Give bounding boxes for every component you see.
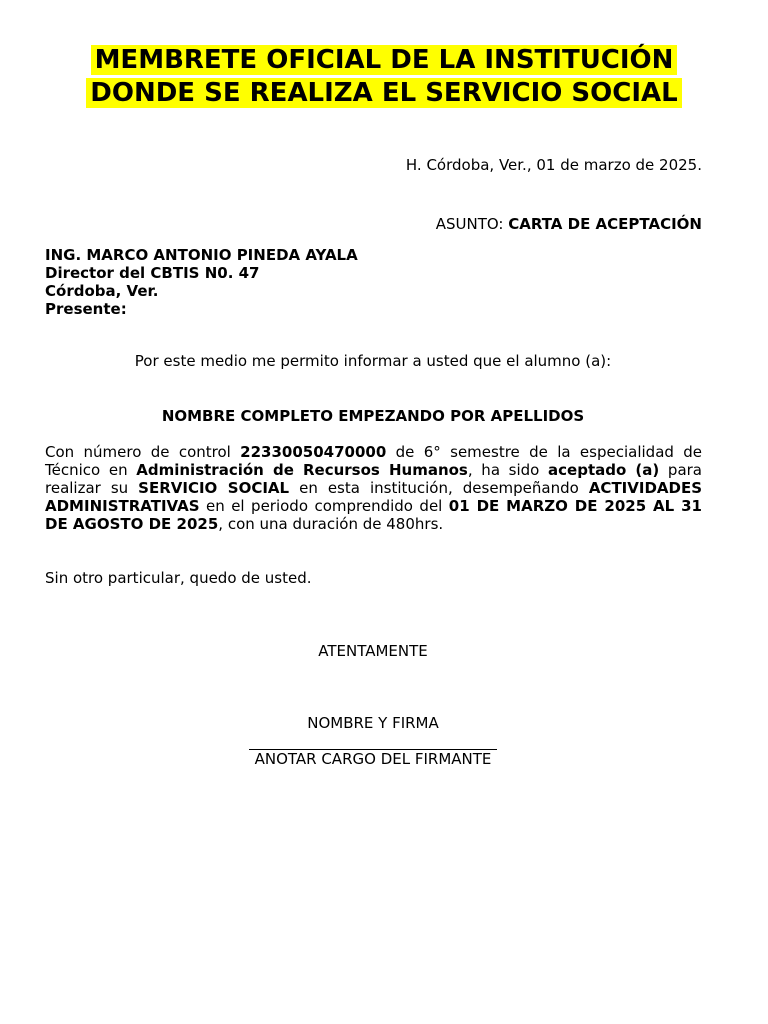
body-text-1: Con número de control <box>45 443 241 461</box>
service-period: 01 DE MARZO DE 2025 AL 31 DE AGOSTO DE 2025 <box>45 497 702 533</box>
body-text-2: de 6° semestre de la especialidad de Técnico en <box>45 443 702 479</box>
control-number: 22330050470000 <box>240 443 387 461</box>
intro-paragraph: Por este medio me permito informar a usted que el alumno (a): <box>134 352 612 370</box>
body-text-5: en esta institución, desempeñando <box>289 479 589 497</box>
recipient-city: Córdoba, Ver. <box>45 282 159 300</box>
body-paragraph <box>45 443 702 533</box>
letterhead <box>0 44 768 110</box>
recipient-block <box>45 246 358 318</box>
signature-label: NOMBRE Y FIRMA <box>307 714 439 732</box>
subject-line <box>436 215 702 233</box>
letterhead-line-1: MEMBRETE OFICIAL DE LA INSTITUCIÓN <box>91 45 678 75</box>
activities: ACTIVIDADES ADMINISTRATIVAS <box>45 479 703 515</box>
letter-date: H. Córdoba, Ver., 01 de marzo de 2025. <box>405 156 702 174</box>
sign-off: ATENTAMENTE <box>318 642 428 660</box>
recipient-name: ING. MARCO ANTONIO PINEDA AYALA <box>45 246 358 264</box>
signer-title: ANOTAR CARGO DEL FIRMANTE <box>254 750 492 768</box>
recipient-position: Director del CBTIS N0. 47 <box>45 264 260 282</box>
acceptance-status: aceptado (a) <box>548 461 660 479</box>
body-text-6: en el periodo comprendido del <box>199 497 449 515</box>
body-text-4: para realizar su <box>45 461 702 497</box>
subject-label: ASUNTO: <box>435 215 509 233</box>
body-text-7: , con una duración de 480hrs. <box>218 515 444 533</box>
service-type: SERVICIO SOCIAL <box>138 479 290 497</box>
closing-line: Sin otro particular, quedo de usted. <box>45 569 312 587</box>
recipient-greeting: Presente: <box>45 300 127 318</box>
letterhead-line-2: DONDE SE REALIZA EL SERVICIO SOCIAL <box>86 78 681 108</box>
student-name: NOMBRE COMPLETO EMPEZANDO POR APELLIDOS <box>161 407 585 425</box>
subject-value: CARTA DE ACEPTACIÓN <box>508 215 702 233</box>
specialty: Administración de Recursos Humanos <box>136 461 468 479</box>
body-text-3: , ha sido <box>467 461 549 479</box>
